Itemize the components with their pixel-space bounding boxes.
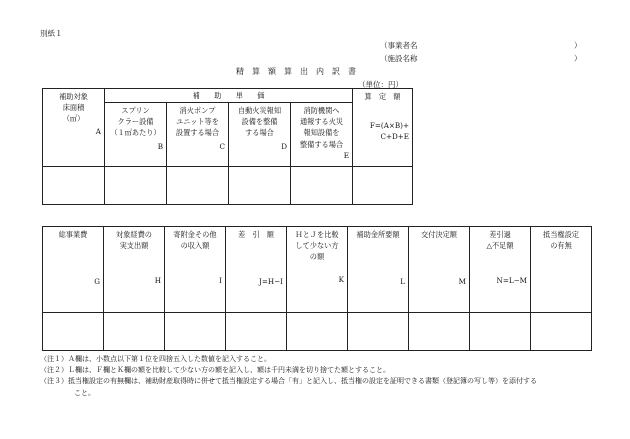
col-g-label: G — [94, 277, 100, 287]
input-a[interactable] — [43, 167, 105, 205]
input-e[interactable] — [291, 167, 353, 205]
col-l-header: 補助金所要額 — [356, 230, 400, 239]
input-k[interactable] — [287, 313, 348, 351]
col-g-header: 総事業費 — [58, 230, 88, 239]
calculation-table — [42, 88, 413, 205]
col-a-cell — [43, 89, 105, 167]
note-3-continued: こと。 — [74, 388, 95, 397]
input-d[interactable] — [229, 167, 291, 205]
input-l[interactable] — [348, 313, 409, 351]
col-d-cell — [229, 103, 291, 167]
input-n[interactable] — [470, 313, 531, 351]
business-name-label: （事業者名 — [380, 41, 418, 50]
col-n-header: 差引過 △不足額 — [486, 230, 514, 251]
input-g[interactable] — [43, 313, 104, 351]
col-a-label: A — [95, 127, 101, 137]
subsidy-unit-header: 補 助 単 価 — [105, 89, 353, 103]
col-e-label: E — [343, 150, 350, 160]
col-k-label: K — [338, 275, 344, 285]
col-i-header: 寄附金その他 の収入額 — [173, 230, 217, 251]
col-f-header: 算 定 額 — [364, 92, 401, 101]
col-b-label: B — [157, 141, 163, 151]
col-g-cell — [43, 227, 104, 313]
col-mortgage-header: 抵当権設定 の有無 — [543, 230, 579, 251]
col-b-header: スプリン クラー設備 （１㎡あたり） — [110, 106, 161, 138]
summary-table — [42, 226, 592, 351]
col-m-label: M — [458, 277, 466, 287]
col-c-cell — [167, 103, 229, 167]
input-f[interactable] — [353, 167, 413, 205]
col-c-label: C — [219, 141, 225, 151]
col-k-header: ＨとＪを比較 して少ない方 の額 — [295, 230, 339, 262]
col-l-label: L — [400, 277, 405, 287]
col-i-label: I — [219, 276, 222, 286]
input-i[interactable] — [165, 313, 226, 351]
unit-label: （単位：円） — [358, 80, 403, 89]
col-i-cell — [165, 227, 226, 313]
facility-name-close: ） — [574, 54, 582, 63]
input-b[interactable] — [105, 167, 167, 205]
col-n-cell — [470, 227, 531, 313]
col-h-header: 対象経費の 実支出額 — [116, 230, 152, 251]
col-k-cell — [287, 227, 348, 313]
facility-name-label: （施設名称 — [380, 54, 418, 63]
col-j-label: J=H−I — [258, 277, 283, 287]
input-c[interactable] — [167, 167, 229, 205]
col-d-header: 自動火災報知 設備を整備 する場合 — [237, 106, 282, 138]
note-1: （注１）Ａ欄は、小数点以下第１位を四捨五入した数値を記入すること。 — [40, 355, 271, 363]
col-j-header: 差 引 額 — [238, 230, 274, 239]
col-c-header: 消火ポンプ ユニット等を 設置する場合 — [175, 106, 220, 138]
col-e-cell — [291, 103, 353, 167]
notes — [40, 354, 537, 399]
col-f-cell — [353, 89, 413, 167]
col-m-header: 交付決定額 — [421, 230, 457, 239]
col-h-label: H — [154, 276, 161, 286]
col-f-label: F=(A×B)+ C+D+E — [369, 121, 410, 142]
col-b-cell — [105, 103, 167, 167]
col-l-cell — [348, 227, 409, 313]
input-m[interactable] — [409, 313, 470, 351]
input-j[interactable] — [226, 313, 287, 351]
note-2: （注２）Ｌ欄は、Ｆ欄とＫ欄の額を比較して少ない方の額を記入し、額は千円未満を切り捨てた額とすること。 — [40, 366, 390, 375]
note-3: （注３）抵当権設定の有無欄は、補助財産取得時に併せて抵当権設定する場合「有」と記入し、抵当権の設定を証明できる書類（登記簿の写し等）を添付する — [40, 377, 537, 386]
col-d-label: D — [281, 141, 287, 151]
col-m-cell — [409, 227, 470, 313]
col-j-cell — [226, 227, 287, 313]
input-mortgage[interactable] — [531, 313, 592, 351]
col-a-header: 補助対象 床面積 （㎡） — [59, 92, 88, 124]
business-name-close: ） — [574, 41, 582, 50]
page-title: 精 算 額 算 出 内 訳 書 — [236, 67, 356, 76]
col-mortgage-cell — [531, 227, 592, 313]
col-n-label: N=L−M — [496, 276, 527, 286]
col-h-cell — [104, 227, 165, 313]
input-h[interactable] — [104, 313, 165, 351]
col-e-header: 消防機関へ 通報する火災 報知設備を 整備する場合 — [299, 106, 344, 149]
form-id: 別紙１ — [40, 29, 63, 38]
